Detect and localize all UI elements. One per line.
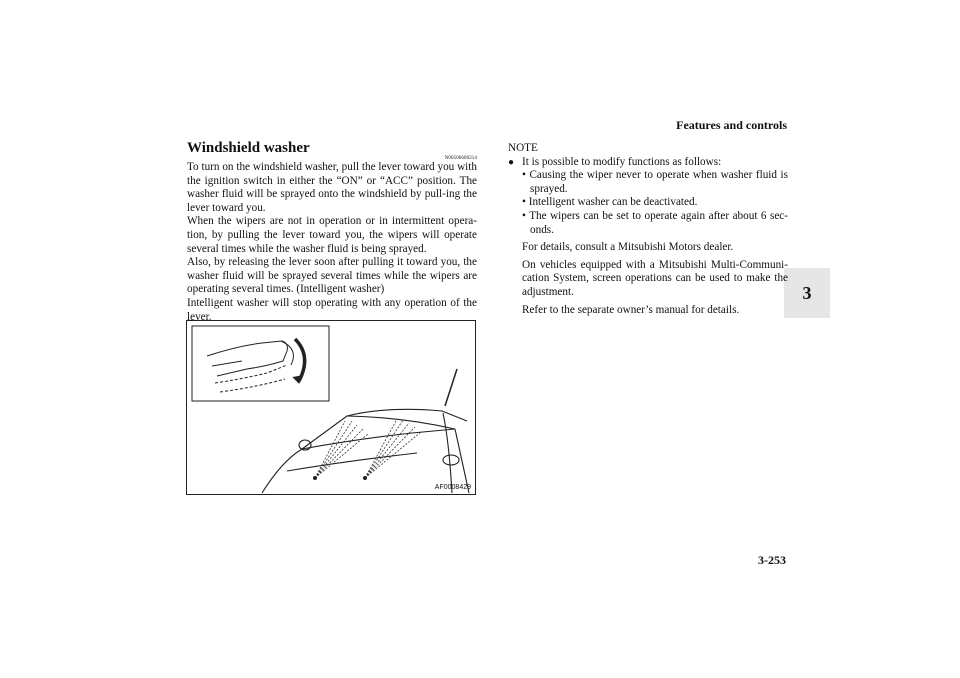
section-column <box>187 139 477 324</box>
section-heading <box>187 139 477 161</box>
page-number: 3-253 <box>758 553 786 567</box>
note-column <box>508 142 788 317</box>
paragraph-1: To turn on the windshield washer, pull the lever toward you with the ignition switch in either the “ON” or “ACC” position. The washer fluid will be sprayed onto the windshield by pull-ing the lever toward you. <box>187 161 477 214</box>
chapter-number: 3 <box>802 282 812 303</box>
note-sub-item-3: • The wipers can be set to operate again after about 6 sec-onds. <box>522 209 788 236</box>
note-paragraph-2: On vehicles equipped with a Mitsubishi Multi-Communi-cation System, screen operations can be used to make the adjustment. <box>522 258 788 298</box>
note-title: NOTE <box>508 142 538 154</box>
note-sub-item-2: • Intelligent washer can be deactivated. <box>522 196 698 209</box>
bullet-icon: ● <box>508 156 515 168</box>
left-nozzle <box>313 476 317 480</box>
lever-inset <box>192 326 329 401</box>
note-sub-item-1: • Causing the wiper never to operate when washer fluid is sprayed. <box>522 169 788 195</box>
right-nozzle <box>363 476 367 480</box>
chapter-tab <box>784 268 830 318</box>
paragraph-4: Intelligent washer will stop operating with any operation of the lever. <box>187 296 477 323</box>
running-header: Features and controls <box>676 118 787 132</box>
illustration-drawing <box>187 321 475 494</box>
figure-label: AF0008429 <box>434 484 471 491</box>
section-title: Windshield washer <box>187 140 310 156</box>
note-paragraph-1: For details, consult a Mitsubishi Motors dealer. <box>522 241 734 254</box>
section-code: N00506600214 <box>444 156 477 161</box>
windshield-washer-illustration <box>186 320 476 495</box>
paragraph-2: When the wipers are not in operation or in intermittent opera-tion, by pulling the lever toward you, the wipers will operate several times while the washer fluid is being sprayed. <box>187 215 477 255</box>
paragraph-3: Also, by releasing the lever soon after pulling it toward you, the washer fluid will be sprayed several times while the wipers are operating several times. (Intelligent washer) <box>187 256 477 296</box>
note-bullet <box>508 156 788 170</box>
note-paragraph-3: Refer to the separate owner’s manual for details. <box>522 303 740 316</box>
note-bullet-text: It is possible to modify functions as follows: <box>522 155 722 168</box>
